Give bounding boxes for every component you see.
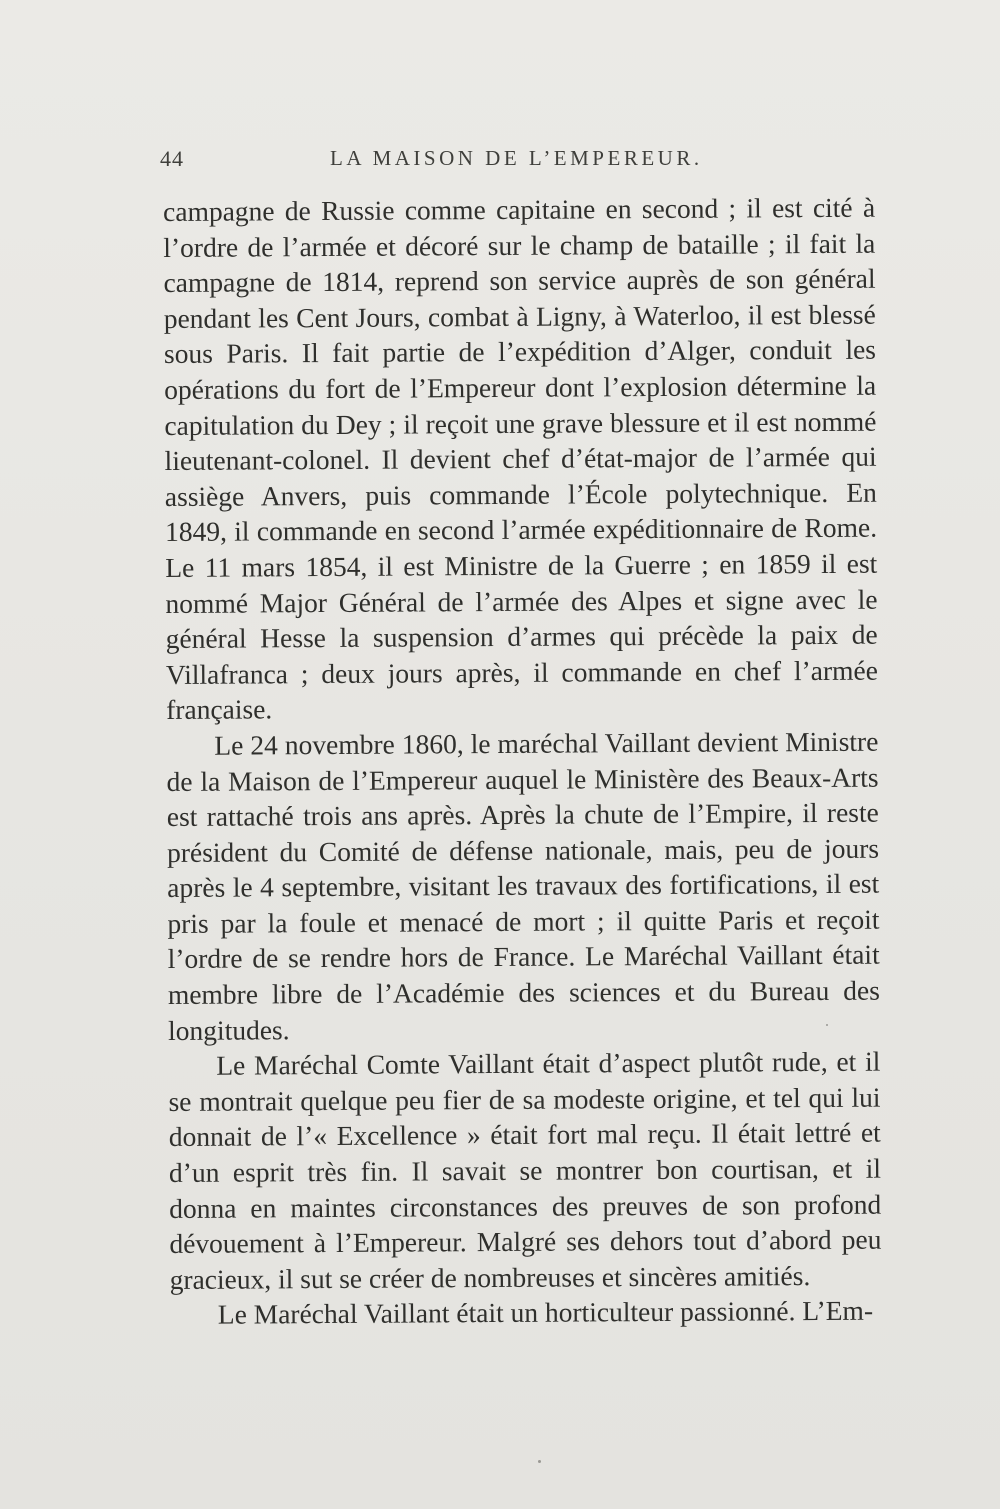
running-title: LA MAISON DE L’EMPEREUR. [330,146,703,170]
paragraph-horticulteur: Le Maréchal Vaillant était un horticulteur passionné. L’Em- [217,1295,874,1331]
page-number: 44 [160,146,184,171]
paragraph-portrait: Le Maréchal Comte Vaillant était d’aspect plutôt rude, et il se montrait quelque peu fier de sa modeste origine, et tel qui lui donnait de l’« Excellence » était fort mal reçu. Il était lettré et d’un esprit très fin. Il savait se montrer bon courtisan, et il donna en maintes circonstances des preuves de son profond dévouement à l’Empereur. Malgré ses dehors tout d’abord peu gracieux, il sut se créer de nombreuses et sincères amitiés. [168,1045,882,1295]
body-text [163,190,882,1333]
paragraph-ministre: Le 24 novembre 1860, le maréchal Vaillant devient Ministre de la Maison de l’Empereur auquel le Ministère des Beaux-Arts est rattaché trois ans après. Après la chute de l’Empire, il reste président du Comité de défense nationale, mais, peu de jours après le 4 septembre, visitant les travaux des fortifications, il est pris par la foule et menacé de mort ; il quitte Paris et reçoit l’ordre de se rendre hors de France. Le Maréchal Vaillant était membre libre de l’Académie des sciences et du Bureau des longitudes. [166,725,880,1046]
paper-speck [538,1460,541,1463]
paragraph-continued: campagne de Russie comme capitaine en second ; il est cité à l’ordre de l’armée et décoré sur le champ de bataille ; il fait la campagne de 1814, reprend son service auprès de son général pendant les Cent Jours, combat à Ligny, à Waterloo, il est blessé sous Paris. Il fait partie de l’expédition d’Alger, conduit les opérations du fort de l’Empereur dont l’explosion détermine la capitulation du Dey ; il reçoit une grave blessure et il est nommé lieutenant-colonel. Il devient chef d’état-major de l’armée qui assiège Anvers, puis commande l’École polytechnique. En 1849, il commande en second l’armée expéditionnaire de Rome. Le 11 mars 1854, il est Ministre de la Guerre ; en 1859 il est nommé Major Général de l’armée des Alpes et signe avec le général Hesse la suspension d’armes qui précède la paix de Villafranca ; deux jours après, il commande en chef l’armée française. [163,191,879,726]
paper-speck [826,1024,828,1026]
running-head [160,146,880,186]
